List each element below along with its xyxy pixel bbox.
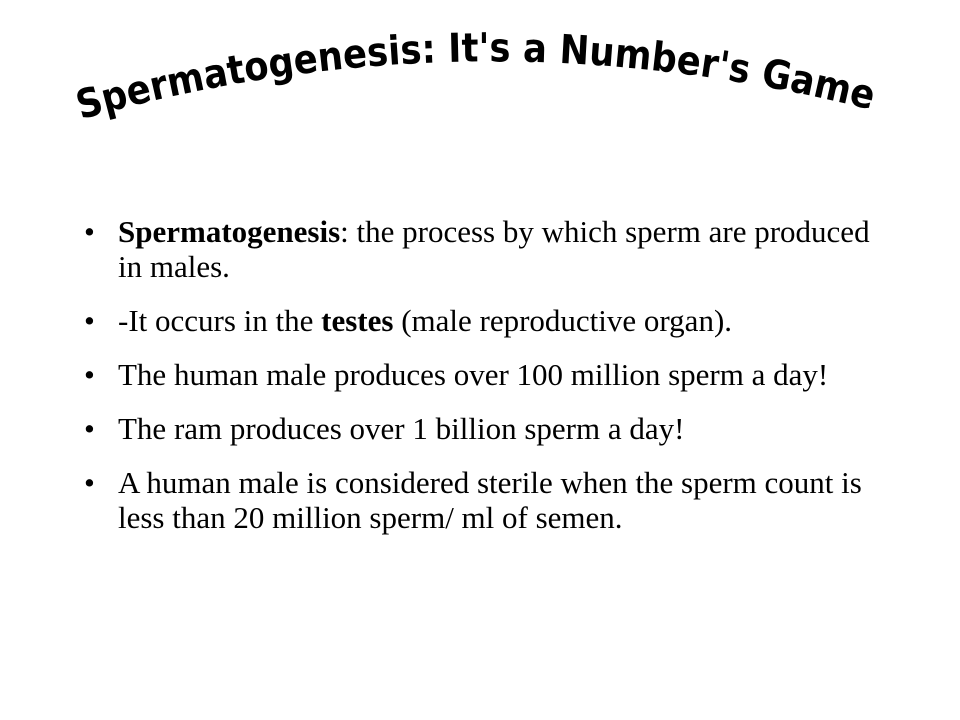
bullet-item-sterility bbox=[84, 465, 874, 535]
slide-title bbox=[0, 0, 960, 170]
bullet-text: The human male produces over 100 million sperm a day! bbox=[118, 357, 829, 392]
bullet-dot-icon: • bbox=[84, 411, 95, 446]
bullet-prefix: -It occurs in the bbox=[118, 303, 322, 338]
bullet-term: testes bbox=[321, 303, 394, 338]
bullet-item-spermatogenesis bbox=[84, 214, 874, 284]
bullet-list bbox=[84, 214, 874, 554]
bullet-text: The ram produces over 1 billion sperm a day! bbox=[118, 411, 685, 446]
bullet-item-ram-production bbox=[84, 411, 874, 446]
bullet-item-human-production bbox=[84, 357, 874, 392]
bullet-term: Spermatogenesis bbox=[118, 214, 341, 249]
bullet-suffix: (male reproductive organ). bbox=[393, 303, 733, 338]
bullet-item-testes bbox=[84, 303, 874, 338]
bullet-dot-icon: • bbox=[84, 303, 95, 338]
bullet-dot-icon: • bbox=[84, 357, 95, 392]
bullet-text: A human male is considered sterile when the sperm count is less than 20 million sperm/ ml of semen. bbox=[118, 465, 862, 535]
bullet-dot-icon: • bbox=[84, 214, 95, 249]
bullet-text: : the process by which sperm are produced in males. bbox=[118, 214, 870, 284]
bullet-dot-icon: • bbox=[84, 465, 95, 500]
slide-title-text: Spermatogenesis: It's a Number's Game bbox=[71, 25, 883, 130]
